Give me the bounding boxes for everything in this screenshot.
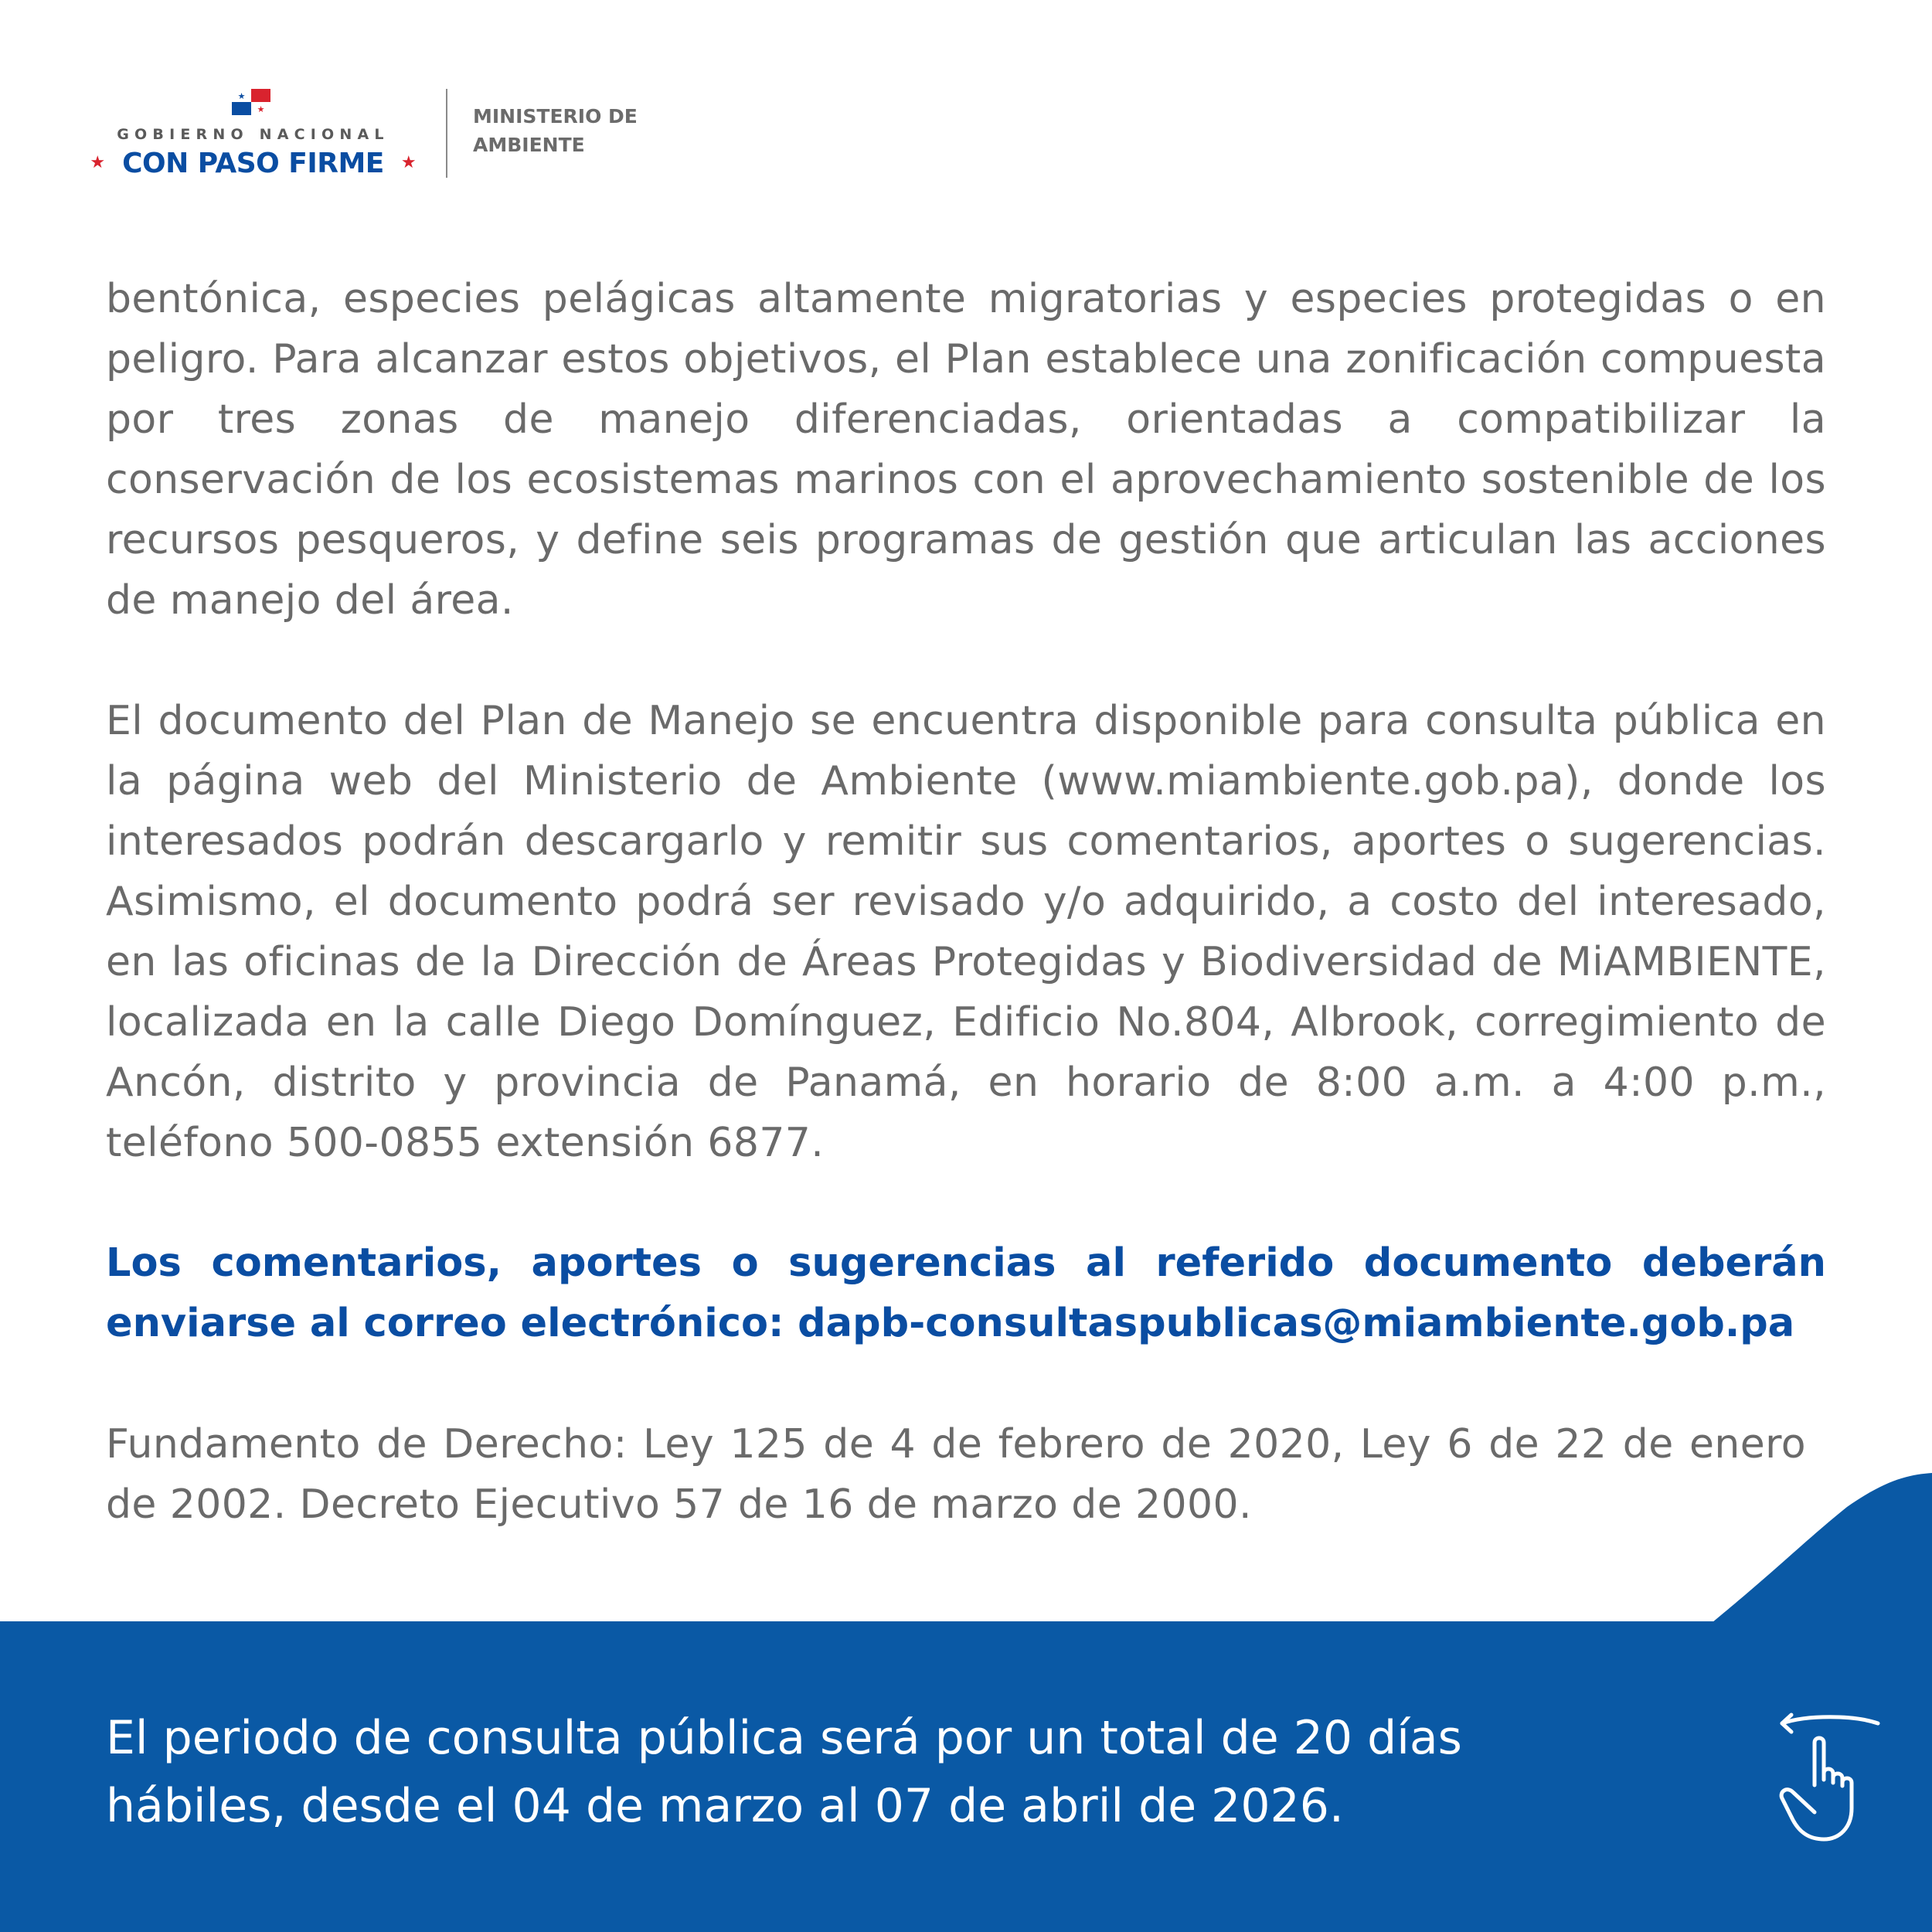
panama-flag-icon bbox=[232, 89, 270, 115]
paragraph-contact bbox=[106, 1233, 1826, 1354]
paragraph-availability: El documento del Plan de Manejo se encuentra disponible para consulta pública en la página web del Ministerio de Ambiente (www.miambiente.gob.pa), donde los interesados podrán descargarlo y remitir sus comentarios, aportes o sugerencias. Asimismo, el documento podrá ser revisado y/o adquirido, a costo del interesado, en las oficinas de la Dirección de Áreas Protegidas y Biodiversidad de MiAMBIENTE, localizada en la calle Diego Domínguez, Edificio No.804, Albrook, corregimiento de Ancón, distrito y provincia de Panamá, en horario de 8:00 a.m. a 4:00 p.m., teléfono 500-0855 extensión 6877. bbox=[106, 698, 1826, 1166]
svg-text:★: ★ bbox=[237, 91, 246, 101]
ministry-name bbox=[473, 102, 638, 159]
logo-divider bbox=[446, 89, 447, 178]
star-icon: ★ bbox=[90, 153, 106, 172]
gov-name: GOBIERNO NACIONAL bbox=[117, 126, 389, 143]
gov-motto: CON PASO FIRME bbox=[122, 147, 384, 179]
swipe-hand-icon bbox=[1776, 1712, 1884, 1843]
paragraph-legal-basis: Fundamento de Derecho: Ley 125 de 4 de febrero de 2020, Ley 6 de 22 de enero de 2002. Decreto Ejecutivo 57 de 16 de marzo de 2000. bbox=[106, 1421, 1806, 1528]
contact-email-link[interactable]: dapb-consultaspublicas@miambiente.gob.pa bbox=[798, 1301, 1795, 1346]
ministry-line1: MINISTERIO DE bbox=[473, 105, 638, 128]
banner-wave-decoration bbox=[0, 1453, 1932, 1638]
header-logo bbox=[77, 85, 696, 178]
banner-line1: El periodo de consulta pública será por un total de 20 días bbox=[106, 1711, 1462, 1765]
contact-intro: Los comentarios, aportes o sugerencias al referido documento deberán enviarse al correo electrónico: bbox=[106, 1240, 1826, 1346]
banner-line2: hábiles, desde el 04 de marzo al 07 de abril de 2026. bbox=[106, 1779, 1344, 1833]
banner-text bbox=[106, 1704, 1651, 1840]
gov-motto-row bbox=[77, 144, 429, 182]
main-content bbox=[106, 269, 1826, 1535]
ministry-line2: AMBIENTE bbox=[473, 134, 585, 156]
star-icon: ★ bbox=[400, 153, 417, 172]
svg-text:★: ★ bbox=[257, 104, 265, 114]
paragraph-objectives: bentónica, especies pelágicas altamente migratorias y especies protegidas o en peligro. Para alcanzar estos objetivos, el Plan establece una zonificación compuesta por tres zonas de manejo diferenciadas, orientadas a compatibilizar la conservación de los ecosistemas marinos con el aprovechamiento sostenible de los recursos pesqueros, y define seis programas de gestión que articulan las acciones de manejo del área. bbox=[106, 276, 1826, 624]
